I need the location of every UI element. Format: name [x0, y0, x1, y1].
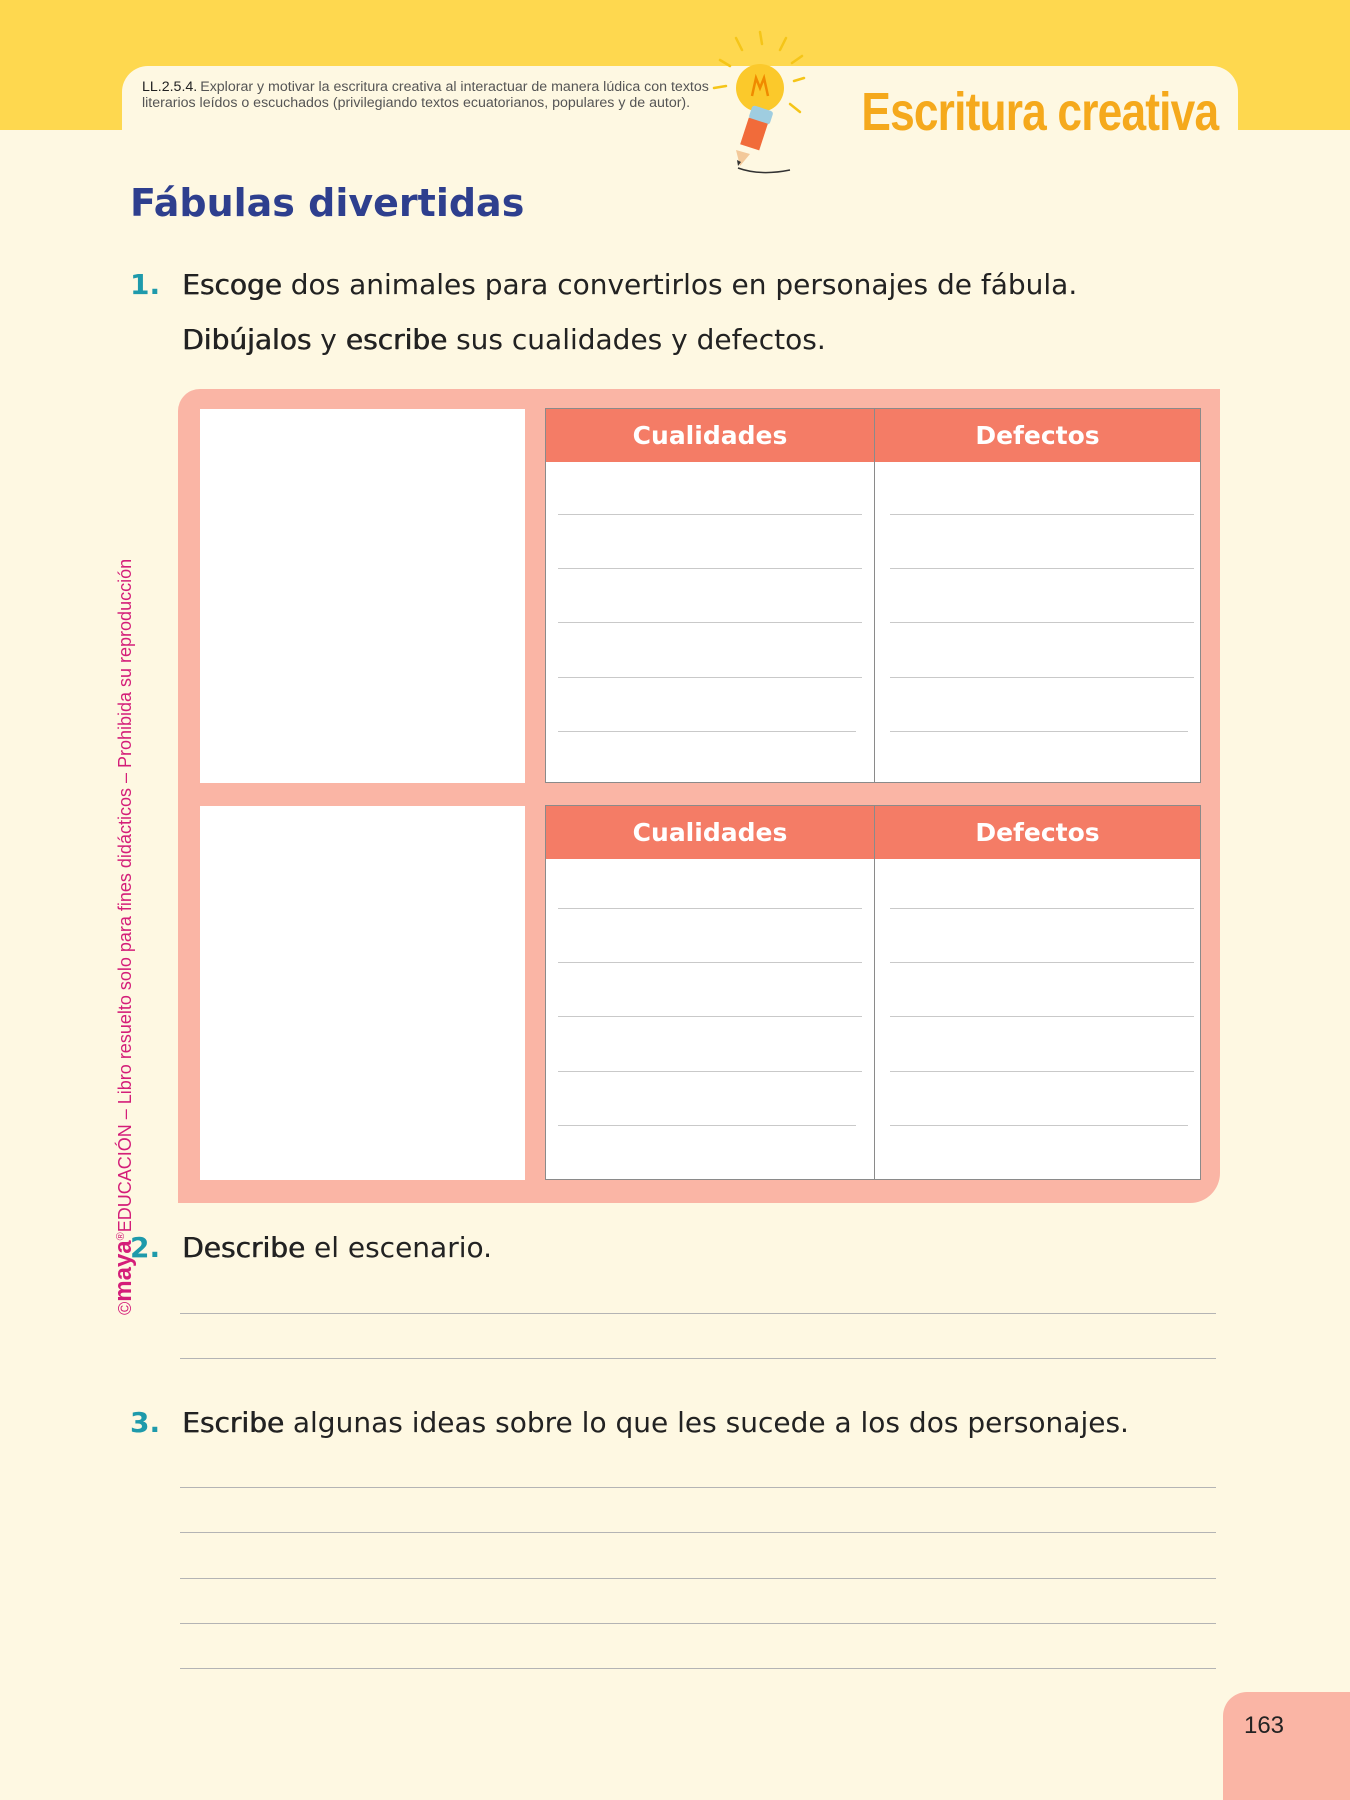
publisher-logo: maya [110, 1240, 137, 1302]
drawing-area-1[interactable] [200, 409, 525, 783]
activity-verb: escribe [345, 323, 448, 356]
activity-verb: Dibújalos [182, 323, 312, 356]
writing-line[interactable] [558, 622, 862, 623]
column-header-qualities: Cualidades [546, 806, 874, 859]
writing-line[interactable] [890, 1071, 1194, 1072]
writing-line[interactable] [558, 1125, 856, 1126]
writing-line[interactable] [558, 1071, 862, 1072]
activity-2 [130, 1228, 492, 1268]
characters-panel [178, 389, 1220, 1203]
page-number: 163 [1243, 1712, 1285, 1739]
objective-code: LL.2.5.4. [142, 79, 198, 95]
writing-line[interactable] [558, 731, 856, 732]
activity-number: 2. [130, 1231, 161, 1264]
registered-mark: ® [115, 1232, 127, 1241]
writing-line[interactable] [558, 677, 862, 678]
activity-verb: Describe [182, 1231, 306, 1264]
answer-line[interactable] [180, 1313, 1216, 1314]
activity-number: 3. [130, 1406, 161, 1439]
activity-text: y [311, 323, 346, 356]
activity-text: dos animales para convertirlos en personajes de fábula. [281, 268, 1078, 301]
writing-line[interactable] [890, 731, 1188, 732]
drawing-area-2[interactable] [200, 806, 525, 1180]
answer-line[interactable] [180, 1578, 1216, 1579]
section-title: Escritura creativa [861, 82, 1218, 142]
writing-line[interactable] [890, 568, 1194, 569]
activity-verb: Escoge [182, 268, 282, 301]
column-header-defects: Defectos [875, 409, 1200, 462]
writing-line[interactable] [558, 568, 862, 569]
objective-text: Explorar y motivar la escritura creativa al interactuar de manera lúdica con textos literarios leídos o escuchados (privilegiando textos ecuatorianos, populares y de autor). [142, 79, 709, 111]
activity-3 [130, 1403, 1129, 1443]
answer-line[interactable] [180, 1358, 1216, 1359]
writing-line[interactable] [890, 962, 1194, 963]
column-divider [874, 806, 875, 1179]
activity-text: algunas ideas sobre lo que les sucede a los dos personajes. [283, 1406, 1129, 1439]
page-number-tab [1223, 1692, 1350, 1800]
answer-line[interactable] [180, 1668, 1216, 1669]
activity-number: 1. [130, 268, 161, 301]
writing-line[interactable] [558, 962, 862, 963]
copyright-sidebar [110, 559, 138, 1315]
writing-line[interactable] [558, 514, 862, 515]
curriculum-objective [142, 79, 712, 111]
writing-line[interactable] [890, 514, 1194, 515]
copyright-symbol: © [115, 1301, 135, 1315]
lightbulb-pencil-icon [700, 26, 820, 176]
copyright-text: EDUCACIÓN – Libro resuelto solo para fines didácticos – Prohibida su reproducción [115, 558, 135, 1233]
writing-line[interactable] [890, 908, 1194, 909]
activity-text: sus cualidades y defectos. [447, 323, 826, 356]
activity-verb: Escribe [182, 1406, 284, 1439]
writing-line[interactable] [890, 622, 1194, 623]
traits-table-1 [545, 408, 1201, 783]
answer-line[interactable] [180, 1623, 1216, 1624]
activity-1-line-2 [182, 320, 826, 360]
answer-line[interactable] [180, 1487, 1216, 1488]
writing-line[interactable] [890, 677, 1194, 678]
column-header-qualities: Cualidades [546, 409, 874, 462]
answer-line[interactable] [180, 1532, 1216, 1533]
writing-line[interactable] [558, 1016, 862, 1017]
writing-line[interactable] [558, 908, 862, 909]
column-divider [874, 409, 875, 782]
writing-line[interactable] [890, 1125, 1188, 1126]
activity-text: el escenario. [305, 1231, 493, 1264]
writing-line[interactable] [890, 1016, 1194, 1017]
traits-table-2 [545, 805, 1201, 1180]
page-title: Fábulas divertidas [130, 181, 525, 225]
activity-1 [130, 265, 1077, 305]
column-header-defects: Defectos [875, 806, 1200, 859]
